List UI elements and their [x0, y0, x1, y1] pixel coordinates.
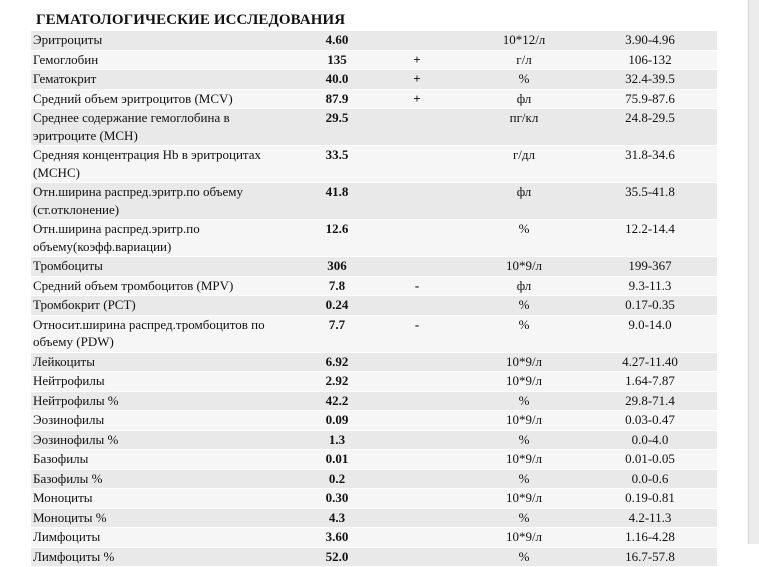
table-row — [31, 277, 717, 297]
table-row — [31, 392, 717, 412]
reference-range-cell: 4.27-11.40 — [600, 353, 700, 371]
unit-cell: 10*9/л — [491, 353, 557, 371]
table-row — [31, 296, 717, 316]
result-value-cell: 12.6 — [309, 220, 365, 238]
table-row — [31, 257, 717, 277]
test-name-cell: Тромбоциты — [33, 257, 283, 276]
test-name-cell: Гемоглобин — [33, 51, 283, 70]
result-value-cell: 1.3 — [309, 431, 365, 449]
abnormal-flag-cell: + — [397, 51, 437, 69]
table-row — [31, 70, 717, 90]
abnormal-flag-cell: - — [397, 277, 437, 295]
test-name-cell: Базофилы — [33, 450, 283, 469]
reference-range-cell: 9.3-11.3 — [600, 277, 700, 295]
table-row — [31, 489, 717, 509]
unit-cell: % — [491, 70, 557, 88]
abnormal-flag-cell: + — [397, 90, 437, 108]
test-name-cell: Эозинофилы — [33, 411, 283, 430]
result-value-cell: 0.09 — [309, 411, 365, 429]
unit-cell: г/л — [491, 51, 557, 69]
unit-cell: % — [491, 316, 557, 334]
reference-range-cell: 16.7-57.8 — [600, 548, 700, 566]
page-title: ГЕМАТОЛОГИЧЕСКИЕ ИССЛЕДОВАНИЯ — [36, 11, 345, 29]
test-name-cell: Моноциты % — [33, 509, 283, 528]
table-row — [31, 90, 717, 110]
test-name-cell: Эритроциты — [33, 31, 283, 50]
reference-range-cell: 31.8-34.6 — [600, 146, 700, 164]
test-name-cell: Лейкоциты — [33, 353, 283, 372]
result-value-cell: 29.5 — [309, 109, 365, 127]
unit-cell: 10*9/л — [491, 257, 557, 275]
reference-range-cell: 0.01-0.05 — [600, 450, 700, 468]
unit-cell: 10*9/л — [491, 528, 557, 546]
result-value-cell: 52.0 — [309, 548, 365, 566]
unit-cell: фл — [491, 90, 557, 108]
reference-range-cell: 75.9-87.6 — [600, 90, 700, 108]
test-name-cell: Отн.ширина распред.эритр.по объему(коэфф.вариации) — [33, 220, 283, 256]
test-name-cell: Гематокрит — [33, 70, 283, 89]
table-row — [31, 548, 717, 567]
unit-cell: 10*12/л — [491, 31, 557, 49]
result-value-cell: 7.8 — [309, 277, 365, 295]
result-value-cell: 0.01 — [309, 450, 365, 468]
result-value-cell: 4.3 — [309, 509, 365, 527]
table-row — [31, 353, 717, 373]
result-value-cell: 6.92 — [309, 353, 365, 371]
table-row — [31, 372, 717, 392]
result-value-cell: 135 — [309, 51, 365, 69]
test-name-cell: Лимфоциты % — [33, 548, 283, 567]
test-name-cell: Нейтрофилы % — [33, 392, 283, 411]
table-row — [31, 450, 717, 470]
abnormal-flag-cell: - — [397, 316, 437, 334]
reference-range-cell: 3.90-4.96 — [600, 31, 700, 49]
unit-cell: фл — [491, 277, 557, 295]
test-name-cell: Среднее содержание гемоглобина в эритроците (MCH) — [33, 109, 283, 145]
reference-range-cell: 199-367 — [600, 257, 700, 275]
reference-range-cell: 24.8-29.5 — [600, 109, 700, 127]
unit-cell: % — [491, 548, 557, 566]
reference-range-cell: 1.64-7.87 — [600, 372, 700, 390]
reference-range-cell: 12.2-14.4 — [600, 220, 700, 238]
unit-cell: пг/кл — [491, 109, 557, 127]
page-edge-border — [748, 0, 759, 544]
table-row — [31, 470, 717, 490]
reference-range-cell: 32.4-39.5 — [600, 70, 700, 88]
test-name-cell: Средняя концентрация Hb в эритроцитах (MCHC) — [33, 146, 283, 182]
unit-cell: % — [491, 431, 557, 449]
result-value-cell: 3.60 — [309, 528, 365, 546]
result-value-cell: 33.5 — [309, 146, 365, 164]
lab-results-table — [31, 31, 717, 567]
test-name-cell: Лимфоциты — [33, 528, 283, 547]
result-value-cell: 0.2 — [309, 470, 365, 488]
table-row — [31, 183, 717, 220]
test-name-cell: Тромбокрит (PCT) — [33, 296, 283, 315]
result-value-cell: 7.7 — [309, 316, 365, 334]
test-name-cell: Средний объем эритроцитов (MCV) — [33, 90, 283, 109]
result-value-cell: 41.8 — [309, 183, 365, 201]
unit-cell: % — [491, 220, 557, 238]
test-name-cell: Нейтрофилы — [33, 372, 283, 391]
test-name-cell: Моноциты — [33, 489, 283, 508]
reference-range-cell: 35.5-41.8 — [600, 183, 700, 201]
unit-cell: фл — [491, 183, 557, 201]
abnormal-flag-cell: + — [397, 70, 437, 88]
reference-range-cell: 9.0-14.0 — [600, 316, 700, 334]
unit-cell: 10*9/л — [491, 450, 557, 468]
table-row — [31, 51, 717, 71]
result-value-cell: 306 — [309, 257, 365, 275]
reference-range-cell: 106-132 — [600, 51, 700, 69]
reference-range-cell: 0.03-0.47 — [600, 411, 700, 429]
reference-range-cell: 0.19-0.81 — [600, 489, 700, 507]
result-value-cell: 42.2 — [309, 392, 365, 410]
unit-cell: 10*9/л — [491, 372, 557, 390]
table-row — [31, 146, 717, 183]
reference-range-cell: 0.0-0.6 — [600, 470, 700, 488]
reference-range-cell: 1.16-4.28 — [600, 528, 700, 546]
table-row — [31, 316, 717, 353]
table-row — [31, 220, 717, 257]
table-row — [31, 31, 717, 51]
unit-cell: 10*9/л — [491, 489, 557, 507]
reference-range-cell: 29.8-71.4 — [600, 392, 700, 410]
unit-cell: % — [491, 470, 557, 488]
unit-cell: % — [491, 296, 557, 314]
table-row — [31, 509, 717, 529]
result-value-cell: 2.92 — [309, 372, 365, 390]
reference-range-cell: 0.0-4.0 — [600, 431, 700, 449]
result-value-cell: 4.60 — [309, 31, 365, 49]
test-name-cell: Средний объем тромбоцитов (MPV) — [33, 277, 283, 296]
table-row — [31, 411, 717, 431]
test-name-cell: Базофилы % — [33, 470, 283, 489]
table-row — [31, 109, 717, 146]
unit-cell: % — [491, 392, 557, 410]
unit-cell: г/дл — [491, 146, 557, 164]
test-name-cell: Относит.ширина распред.тромбоцитов по объему (PDW) — [33, 316, 283, 352]
table-row — [31, 431, 717, 451]
reference-range-cell: 0.17-0.35 — [600, 296, 700, 314]
test-name-cell: Отн.ширина распред.эритр.по объему (ст.отклонение) — [33, 183, 283, 219]
table-row — [31, 528, 717, 548]
unit-cell: % — [491, 509, 557, 527]
reference-range-cell: 4.2-11.3 — [600, 509, 700, 527]
result-value-cell: 87.9 — [309, 90, 365, 108]
result-value-cell: 0.30 — [309, 489, 365, 507]
unit-cell: 10*9/л — [491, 411, 557, 429]
result-value-cell: 0.24 — [309, 296, 365, 314]
result-value-cell: 40.0 — [309, 70, 365, 88]
test-name-cell: Эозинофилы % — [33, 431, 283, 450]
